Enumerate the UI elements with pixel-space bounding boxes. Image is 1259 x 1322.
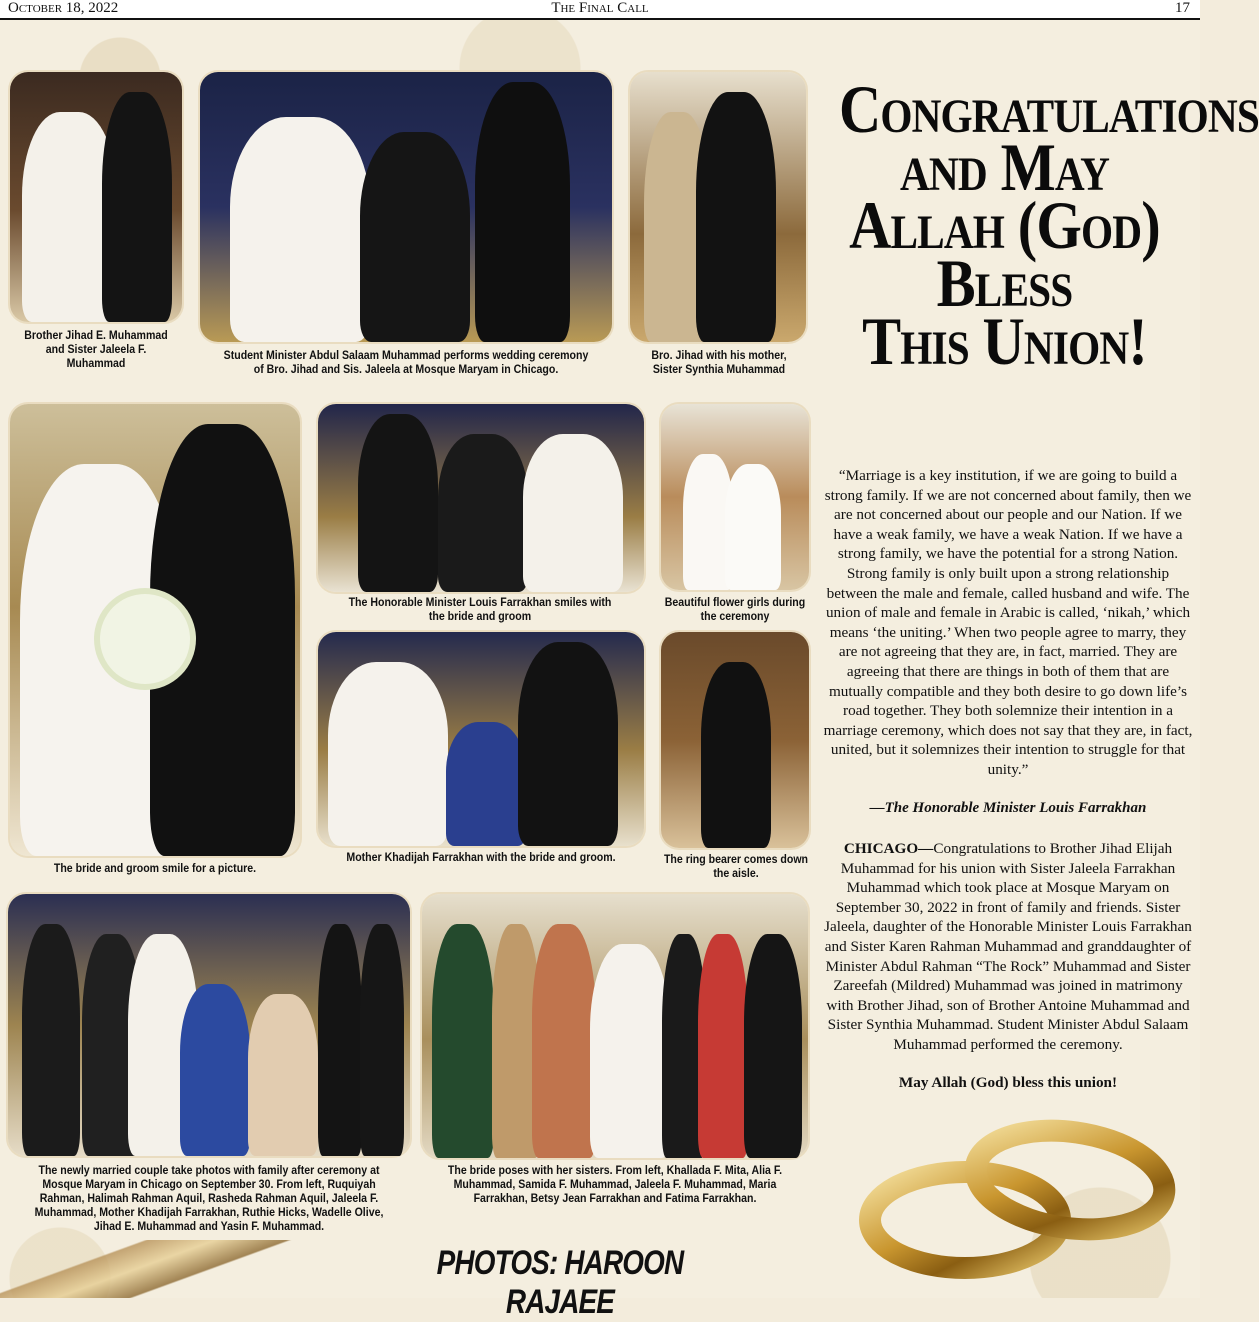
bouquet bbox=[100, 594, 190, 684]
photo-bride-groom-portrait bbox=[10, 72, 182, 322]
farrakhan-quote: “Marriage is a key institution, if we are going to build a strong family. If we are not concerned about family, then we are not concerned about our people and our Nation. If we have a weak family, we have a weak Nation. If we have a strong family, we have the potential for a strong Nation. Strong family is only built upon a strong relationship between the male and female, called husband and wife. The union of male and female in Arabic is called, ‘nikah,’ which means ‘the uniting.’ When two people agree to marry, they are not agreeing that they are, in fact, married. They are agreeing that there are things in both of them that are mutually compatible and they both desire to go down life’s road together. They both solemnize their intention in a marriage ceremony, which does not say that they are, in fact, united, but it solemnizes their intention to struggle for that unity.” bbox=[823, 467, 1193, 778]
family-member-figure bbox=[248, 994, 318, 1156]
sister-figure bbox=[532, 924, 596, 1158]
photo-credit: PHOTOS: HAROON RAJAEE bbox=[436, 1244, 684, 1321]
mother-khadijah-figure bbox=[180, 984, 250, 1156]
caption-photo2: Student Minister Abdul Salaam Muhammad performs wedding ceremony of Bro. Jihad and Sis. Jaleela at Mosque Maryam in Chicago. bbox=[223, 350, 589, 376]
bride-figure bbox=[590, 944, 670, 1158]
headline-line-2: and May bbox=[899, 129, 1110, 205]
photo-bride-with-sisters bbox=[422, 894, 808, 1158]
dateline: CHICAGO— bbox=[843, 840, 934, 857]
photo-groom-and-mother bbox=[630, 72, 806, 342]
groom-figure bbox=[518, 642, 618, 846]
story-body bbox=[822, 839, 1194, 1055]
caption-photo10: The bride poses with her sisters. From left, Khallada F. Mita, Alia F. Muhammad, Samida F. Muhammad, Jaleela F. Muhammad, Maria Farrakhan, Betsy Jean Farrakhan and Fatima Farrakhan. bbox=[447, 1165, 783, 1205]
photo-family-group bbox=[8, 894, 410, 1156]
groom-figure bbox=[318, 924, 362, 1156]
story-text: Congratulations to Brother Jihad Elijah Muhammad for his union with Sister Jaleela Farrakhan Muhammad which took place at Mosque Maryam on September 30, 2022 in front of family and friends. Sister Jaleela, daughter of the Honorable Minister Louis Farrakhan and Sister Karen Rahman Muhammad and granddaughter of Minister Abdul Rahman “The Rock” Muhammad and Sister Zareefah (Mildred) Muhammad was joined in matrimony with Brother Jihad, son of Brother Antoine Muhammad and Sister Synthia Muhammad. Student Minister Abdul Salaam Muhammad performed the ceremony. bbox=[824, 840, 1192, 1053]
photo-mother-khadijah-with-couple bbox=[318, 632, 644, 846]
groom-figure bbox=[475, 82, 570, 342]
caption-photo5: The Honorable Minister Louis Farrakhan smiles with the bride and groom bbox=[348, 597, 612, 623]
sister-figure bbox=[432, 924, 494, 1158]
closing-blessing: May Allah (God) bless this union! bbox=[898, 1074, 1118, 1091]
bride-figure bbox=[328, 662, 448, 846]
photo-wedding-ceremony bbox=[200, 72, 612, 342]
minister-farrakhan-figure bbox=[438, 434, 528, 592]
headline-line-1: Congratulations bbox=[838, 71, 1259, 147]
photo-farrakhan-with-couple bbox=[318, 404, 644, 592]
groom-figure bbox=[102, 92, 172, 322]
quote-attribution: —The Honorable Minister Louis Farrakhan bbox=[869, 800, 1147, 816]
caption-photo9: The newly married couple take photos with family after ceremony at Mosque Maryam in Chicago on September 30. From left, Ruquiyah Rahman, Halimah Rahman Aquil, Rasheda Rahman Aquil, Jaleela F. Muhammad, Mother Khadijah Farrakhan, Ruthie Hicks, Wadelle Olive, Jihad E. Muhammad and Yasin F. Muhammad. bbox=[34, 1165, 384, 1233]
family-member-figure bbox=[360, 924, 404, 1156]
bride-veil-figure bbox=[230, 117, 370, 342]
issue-date: October 18, 2022 bbox=[8, 0, 119, 16]
headline-line-3: Allah (God) bbox=[849, 187, 1160, 263]
caption-photo8: The ring bearer comes down the aisle. bbox=[663, 854, 809, 880]
flower-girl-figure bbox=[725, 464, 781, 590]
gold-ribbon-decoration bbox=[0, 1240, 320, 1298]
groom-figure bbox=[358, 414, 438, 592]
wedding-rings-icon bbox=[855, 1110, 1185, 1285]
family-member-figure bbox=[22, 924, 80, 1156]
caption-photo6: Beautiful flower girls during the ceremony bbox=[664, 597, 806, 623]
sister-figure bbox=[698, 934, 748, 1158]
caption-photo1: Brother Jihad E. Muhammad and Sister Jaleela F. Muhammad bbox=[24, 330, 168, 370]
photo-flower-girls bbox=[661, 404, 809, 590]
mother-khadijah-figure bbox=[446, 722, 526, 846]
photo-ring-bearer bbox=[661, 632, 809, 848]
minister-figure bbox=[360, 132, 470, 342]
headline bbox=[838, 71, 1259, 379]
sister-figure bbox=[744, 934, 802, 1158]
ring-bearer-figure bbox=[701, 662, 771, 848]
masthead bbox=[0, 0, 1200, 20]
groom-figure bbox=[696, 92, 776, 342]
bride-figure bbox=[523, 434, 623, 592]
headline-line-5: This Union! bbox=[862, 303, 1147, 379]
caption-photo4: The bride and groom smile for a picture. bbox=[53, 863, 257, 875]
headline-line-4: Bless bbox=[936, 245, 1073, 321]
caption-photo3: Bro. Jihad with his mother, Sister Synthia Muhammad bbox=[651, 350, 787, 376]
photo-bride-groom-smile bbox=[10, 404, 300, 856]
page-number: 17 bbox=[1175, 0, 1190, 16]
caption-photo7: Mother Khadijah Farrakhan with the bride and groom. bbox=[346, 852, 616, 864]
publication-name: The Final Call bbox=[551, 0, 649, 16]
